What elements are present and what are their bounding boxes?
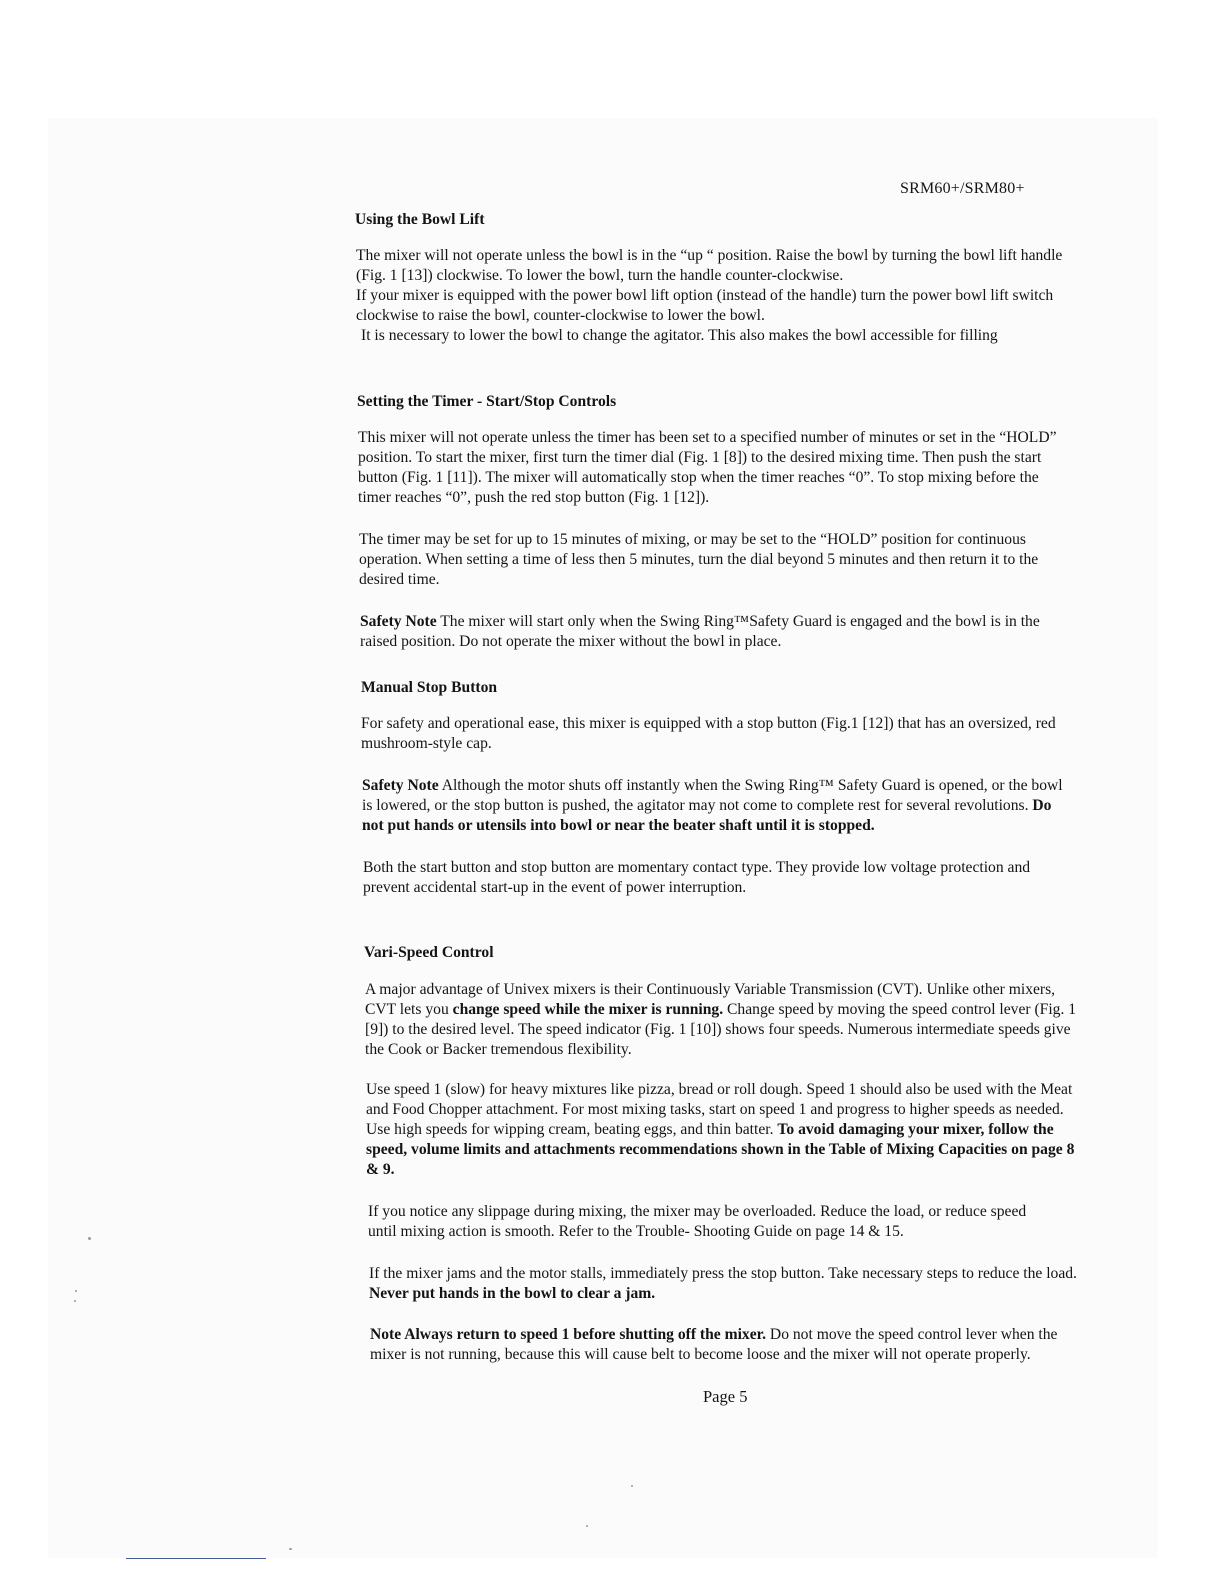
footer-rule	[126, 1558, 266, 1559]
heading-timer	[357, 393, 616, 411]
timer-para-1: This mixer will not operate unless the timer has been set to a specified number of minutes or set in the “HOLD” position. To start the mixer, first turn the timer dial (Fig. 1 [8]) to the desired mixing time. Then push the start button (Fig. 1 [11]). The mixer will automatically stop when the timer reaches “0”. To stop mixing before the timer reaches “0”, push the red stop button (Fig. 1 [12]).	[358, 429, 1057, 506]
heading-timer-rest: - Start/Stop Controls	[473, 393, 617, 410]
vari-speed-para-1	[365, 980, 1077, 1060]
bowl-lift-para-3: It is necessary to lower the bowl to change the agitator. This also makes the bowl accessible for filling	[361, 327, 998, 344]
page-number: Page 5	[703, 1387, 748, 1406]
vari-speed-para-2	[366, 1080, 1088, 1180]
timer-safety-note	[360, 612, 1072, 652]
vari-speed-p1-bold: change speed while the mixer is running.	[452, 1001, 724, 1018]
vari-speed-p1-c: Change speed by moving the speed control lever (Fig. 1 [9]) to the desired level. The speed indicator (Fig. 1 [10]) shows four speeds. Numerous intermediate speeds give the Cook or Backer tremendous flexibility.	[365, 1001, 1077, 1058]
vari-speed-para-4	[369, 1264, 1091, 1304]
bowl-lift-text	[356, 246, 1078, 346]
vari-speed-para-3: If you notice any slippage during mixing, the mixer may be overloaded. Reduce the load, or reduce speed until mixing action is smooth. Refer to the Trouble- Shooting Guide on page 14 & 15.	[368, 1203, 1027, 1240]
scan-speck	[631, 1485, 633, 1487]
bowl-lift-para-1: The mixer will not operate unless the bowl is in the “up “ position. Raise the bowl by turning the bowl lift handle (Fig. 1 [13]) clockwise. To lower the bowl, turn the handle counter-clockwise.	[356, 247, 1063, 284]
vari-speed-note-text: Do not move the speed control lever when the mixer is not running, because this will cause belt to become loose and the mixer will not operate properly.	[370, 1326, 1058, 1363]
manual-stop-safety-note	[362, 776, 1074, 836]
scan-speck	[74, 1300, 76, 1302]
bowl-lift-para-2: If your mixer is equipped with the power bowl lift option (instead of the handle) turn the power bowl lift switch clockwise to raise the bowl, counter-clockwise to lower the bowl.	[356, 287, 1054, 324]
manual-stop-safety-label: Safety Note	[362, 777, 439, 794]
model-header: SRM60+/SRM80+	[900, 180, 1025, 197]
timer-para-2: The timer may be set for up to 15 minutes of mixing, or may be set to the “HOLD” position for continuous operation. When setting a time of less then 5 minutes, turn the dial beyond 5 minutes and then return it to the desired time.	[359, 531, 1039, 588]
manual-stop-safety-bold: Do not put hands or utensils into bowl or near the beater shaft until it is stopped.	[362, 797, 1052, 834]
vari-speed-p4-a: If the mixer jams and the motor stalls, immediately press the stop button. Take necessary steps to reduce the load.	[369, 1265, 1077, 1282]
heading-manual-stop: Manual Stop Button	[361, 679, 498, 696]
vari-speed-p4-bold: Never put hands in the bowl to clear a jam.	[369, 1285, 656, 1302]
vari-speed-p2-a: Use speed 1 (slow) for heavy mixtures like pizza, bread or roll dough. Speed 1 should also be used with the Meat and Food Chopper attachment. For most mixing tasks, start on speed 1 and progress to higher speeds as needed. Use high speeds for wipping cream, beating eggs, and thin batter.	[366, 1081, 1073, 1138]
scan-speck	[289, 1548, 292, 1550]
vari-speed-note	[370, 1325, 1082, 1365]
heading-vari-speed: Vari-Speed Control	[364, 944, 494, 961]
timer-safety-text: The mixer will start only when the Swing Ring™Safety Guard is engaged and the bowl is in the raised position. Do not operate the mixer without the bowl in place.	[360, 613, 1040, 650]
heading-timer-main: Setting the Timer	[357, 393, 474, 410]
scan-speck	[75, 1290, 77, 1292]
manual-stop-safety-text: Although the motor shuts off instantly when the Swing Ring™ Safety Guard is opened, or the bowl is lowered, or the stop button is pushed, the agitator may not come to complete rest for several revolutions.	[362, 777, 1063, 814]
manual-stop-para-2: Both the start button and stop button are momentary contact type. They provide low voltage protection and prevent accidental start-up in the event of power interruption.	[363, 859, 1031, 896]
scan-speck	[586, 1525, 588, 1527]
scan-speck	[88, 1237, 91, 1240]
heading-bowl-lift: Using the Bowl Lift	[355, 211, 485, 228]
manual-stop-para-1: For safety and operational ease, this mixer is equipped with a stop button (Fig.1 [12]) that has an oversized, red mushroom-style cap.	[361, 715, 1056, 752]
timer-safety-label: Safety Note	[360, 613, 437, 630]
vari-speed-note-bold: Note Always return to speed 1 before shutting off the mixer.	[370, 1326, 767, 1343]
vari-speed-p2-bold: To avoid damaging your mixer, follow the speed, volume limits and attachments recommendations shown in the Table of Mixing Capacities on page 8 & 9.	[366, 1121, 1075, 1178]
vari-speed-p1-a: A major advantage of Univex mixers is their Continuously Variable Transmission (CVT). Unlike other mixers, CVT lets you	[365, 981, 1056, 1018]
